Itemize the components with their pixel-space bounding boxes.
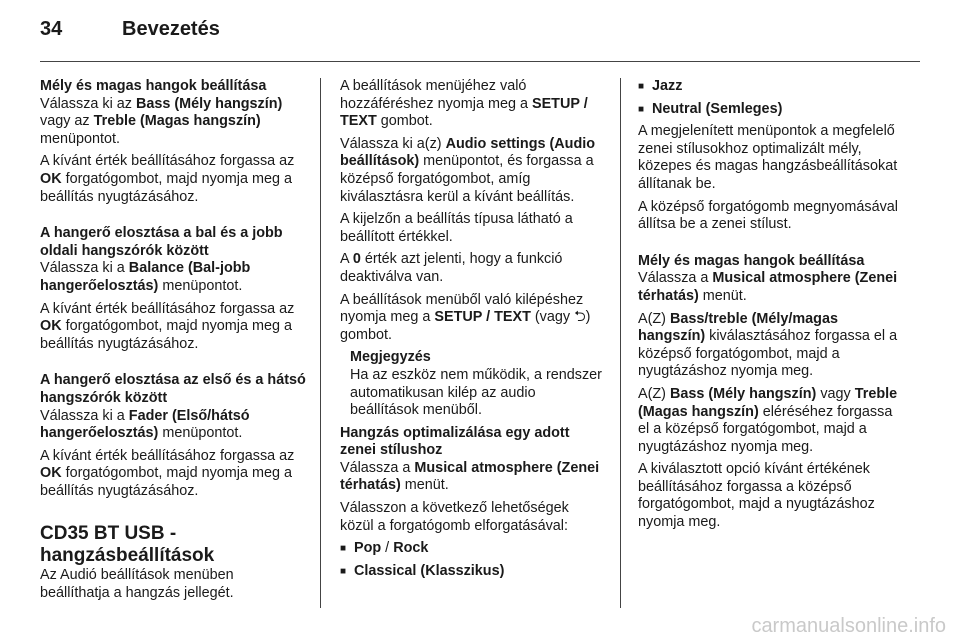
note-box bbox=[340, 349, 606, 419]
paragraph: A megjelenített menüpontok a megfelelő zenei stílusokhoz optimalizált mély, közepes és magas hangzásbeállításokat állítanak be. bbox=[638, 123, 898, 192]
heading-balance: A hangerő elosztása a bal és a jobb oldali hangszórók között bbox=[40, 225, 283, 259]
paragraph: A kívánt érték beállításához forgassa az OK forgatógombot, majd nyomja meg a beállítás nyugtázásához. bbox=[40, 153, 295, 205]
heading-music-style: Hangzás optimalizálása egy adott zenei stílushoz bbox=[340, 424, 570, 459]
paragraph: Válassza ki a Balance (Bal-jobb hangerőelosztás) menüpontot. bbox=[40, 260, 251, 294]
bullet-icon: ■ bbox=[638, 103, 645, 115]
column-2 bbox=[340, 78, 606, 585]
heading-bass-treble-2: Mély és magas hangok beállítása bbox=[638, 252, 865, 269]
paragraph: A kijelzőn a beállítás típusa látható a beállított értékkel. bbox=[340, 211, 573, 245]
paragraph: Válassza a Musical atmosphere (Zenei térhatás) menüt. bbox=[638, 270, 898, 304]
paragraph: Válassza ki az Bass (Mély hangszín) vagy az Treble (Magas hangszín) menüpontot. bbox=[40, 95, 283, 147]
note-title: Megjegyzés bbox=[350, 349, 431, 366]
paragraph: A beállítások menüből való kilépéshez nyomja meg a SETUP / TEXT (vagy ⮌) gombot. bbox=[340, 291, 591, 343]
list-item: ■ Classical (Klasszikus) bbox=[340, 562, 505, 579]
paragraph: Válassza a Musical atmosphere (Zenei térhatás) menüt. bbox=[340, 459, 600, 494]
paragraph: A kívánt érték beállításához forgassa az OK forgatógombot, majd nyomja meg a beállítás nyugtázásához. bbox=[40, 447, 295, 499]
paragraph: Válassza ki a(z) Audio settings (Audio beállítások) menüpontot, és forgassa a középső forgatógombot, amíg kiválasztásra kerül a kívánt beállítás. bbox=[340, 135, 596, 205]
column-divider-2 bbox=[620, 78, 621, 608]
heading-fader: A hangerő elosztása az első és a hátsó hangszórók között bbox=[40, 372, 306, 406]
paragraph: A(Z) Bass (Mély hangszín) vagy Treble (Magas hangszín) eléréséhez forgassa el a középső forgatógombot, majd a nyugtázáshoz nyomja meg. bbox=[638, 385, 898, 455]
header-rule bbox=[40, 61, 920, 62]
back-icon: ⮌ bbox=[574, 309, 586, 326]
page-number: 34 bbox=[40, 18, 63, 40]
paragraph: A kiválasztott opció kívánt értékének beállításához forgassa a középső forgatógombot, majd a nyugtázáshoz nyomja meg. bbox=[638, 461, 875, 531]
paragraph: A beállítások menüjéhez való hozzáféréshez nyomja meg a SETUP / TEXT gombot. bbox=[340, 78, 588, 130]
column-1 bbox=[40, 78, 306, 608]
paragraph: A 0 érték azt jelenti, hogy a funkció deaktiválva van. bbox=[340, 251, 563, 285]
heading-bass-treble: Mély és magas hangok beállítása bbox=[40, 78, 267, 94]
paragraph: A(Z) Bass/treble (Mély/magas hangszín) kiválasztásához forgassa el a középső forgatógombot, majd a nyugtázáshoz nyomja meg. bbox=[638, 310, 898, 380]
section-title: CD35 BT USB - hangzásbeállítások bbox=[40, 523, 215, 567]
list-item: ■ Neutral (Semleges) bbox=[638, 100, 783, 117]
list-item: ■ Pop / Rock bbox=[340, 540, 429, 557]
note-text: Ha az eszköz nem működik, a rendszer automatikusan kilép az audio beállítások menüből. bbox=[350, 366, 602, 419]
paragraph: A kívánt érték beállításához forgassa az OK forgatógombot, majd nyomja meg a beállítás nyugtázásához. bbox=[40, 300, 295, 352]
page-header bbox=[40, 18, 220, 48]
bullet-icon: ■ bbox=[340, 565, 347, 577]
watermark: carmanualsonline.info bbox=[751, 615, 946, 637]
paragraph: Válassza ki a Fader (Első/hátsó hangerőelosztás) menüpontot. bbox=[40, 407, 250, 442]
bullet-icon: ■ bbox=[638, 81, 645, 92]
column-divider-1 bbox=[320, 78, 321, 608]
paragraph: A középső forgatógomb megnyomásával állítsa be a zenei stílust. bbox=[638, 198, 898, 233]
bullet-icon: ■ bbox=[340, 543, 347, 555]
paragraph: Válasszon a következő lehetőségek közül a forgatógomb elforgatásával: bbox=[340, 500, 569, 534]
paragraph: Az Audió beállítások menüben beállíthatja a hangzás jellegét. bbox=[40, 567, 234, 602]
column-3 bbox=[638, 78, 904, 537]
page-title: Bevezetés bbox=[122, 18, 220, 40]
list-item: ■ Jazz bbox=[638, 78, 683, 94]
